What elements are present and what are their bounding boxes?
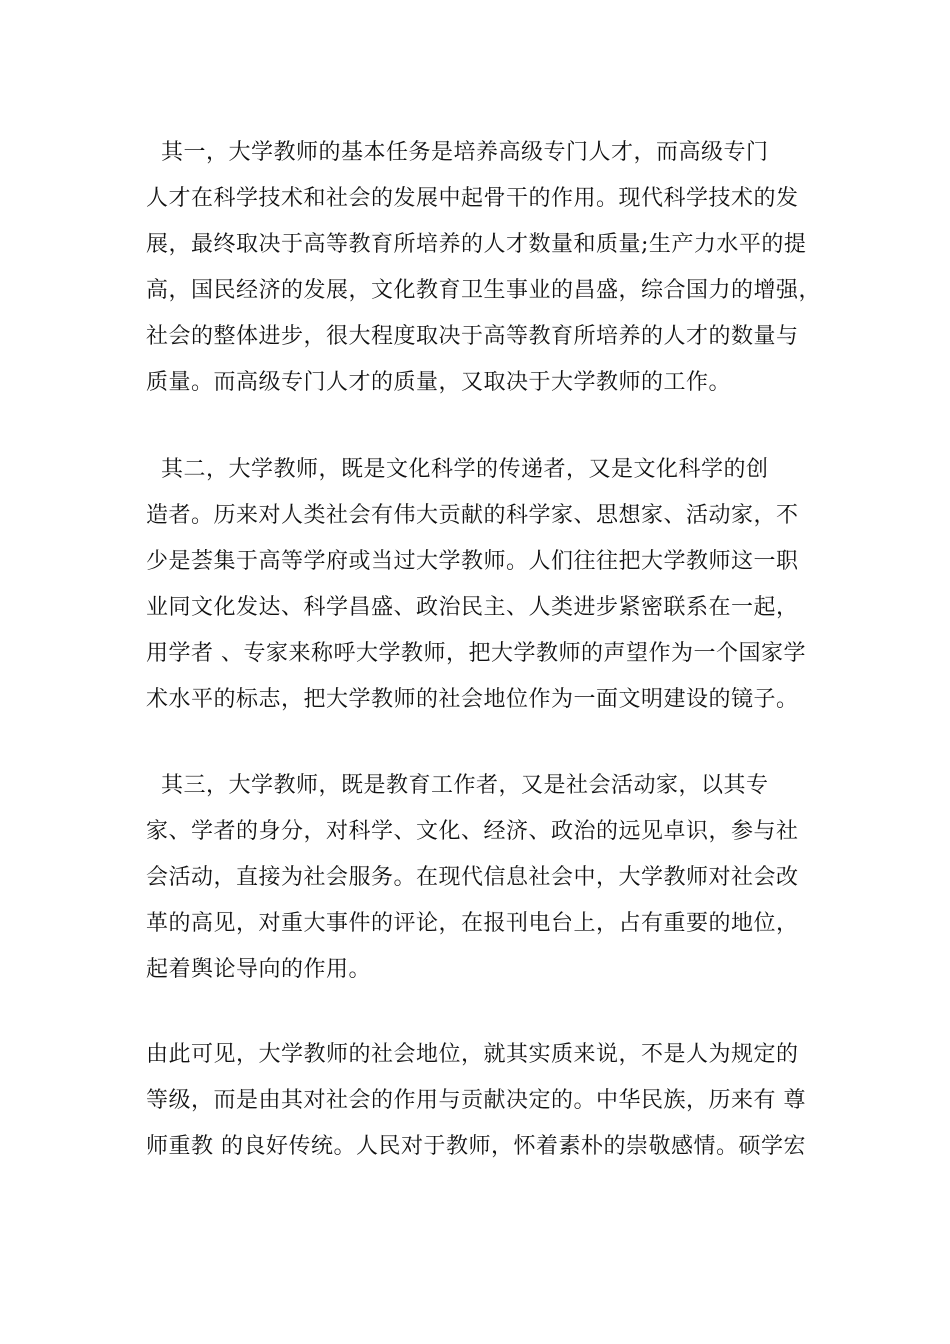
- paragraph-line: 质量。而高级专门人才的质量，又取决于大学教师的工作。: [146, 370, 732, 395]
- paragraph-line: 等级，而是由其对社会的作用与贡献决定的。中华民族，历来有 尊: [146, 1088, 806, 1113]
- paragraph-line: 其三，大学教师，既是教育工作者，又是社会活动家，以其专: [146, 773, 769, 798]
- paragraph-line: 革的高见，对重大事件的评论，在报刊电台上，占有重要的地位，: [146, 911, 799, 936]
- paragraph-line: 人才在科学技术和社会的发展中起骨干的作用。现代科学技术的发: [146, 186, 799, 211]
- paragraph-line: 高，国民经济的发展，文化教育卫生事业的昌盛，综合国力的增强，: [146, 278, 822, 303]
- paragraph-line: 其一，大学教师的基本任务是培养高级专门人才，而高级专门: [146, 140, 769, 165]
- paragraph-line: 展，最终取决于高等教育所培养的人才数量和质量;生产力水平的提: [146, 232, 807, 257]
- paragraph-line: 其二，大学教师，既是文化科学的传递者，又是文化科学的创: [146, 457, 769, 482]
- paragraph-line: 少是荟集于高等学府或当过大学教师。人们往往把大学教师这一职: [146, 549, 799, 574]
- paragraph-line: 用学者 、专家来称呼大学教师，把大学教师的声望作为一个国家学: [146, 641, 806, 666]
- paragraph-line: 家、学者的身分，对科学、文化、经济、政治的远见卓识，参与社: [146, 819, 799, 844]
- paragraph-line: 师重教 的良好传统。人民对于教师，怀着素朴的崇敬感情。硕学宏: [146, 1134, 806, 1159]
- paragraph-line: 由此可见，大学教师的社会地位，就其实质来说，不是人为规定的: [146, 1042, 799, 1067]
- paragraph-line: 会活动，直接为社会服务。在现代信息社会中，大学教师对社会改: [146, 865, 799, 890]
- paragraph-line: 社会的整体进步，很大程度取决于高等教育所培养的人才的数量与: [146, 324, 799, 349]
- paragraph-line: 术水平的标志，把大学教师的社会地位作为一面文明建设的镜子。: [146, 687, 799, 712]
- paragraph-line: 起着舆论导向的作用。: [146, 957, 372, 982]
- paragraph-line: 业同文化发达、科学昌盛、政治民主、人类进步紧密联系在一起，: [146, 595, 799, 620]
- paragraph-line: 造者。历来对人类社会有伟大贡献的科学家、思想家、活动家，不: [146, 503, 799, 528]
